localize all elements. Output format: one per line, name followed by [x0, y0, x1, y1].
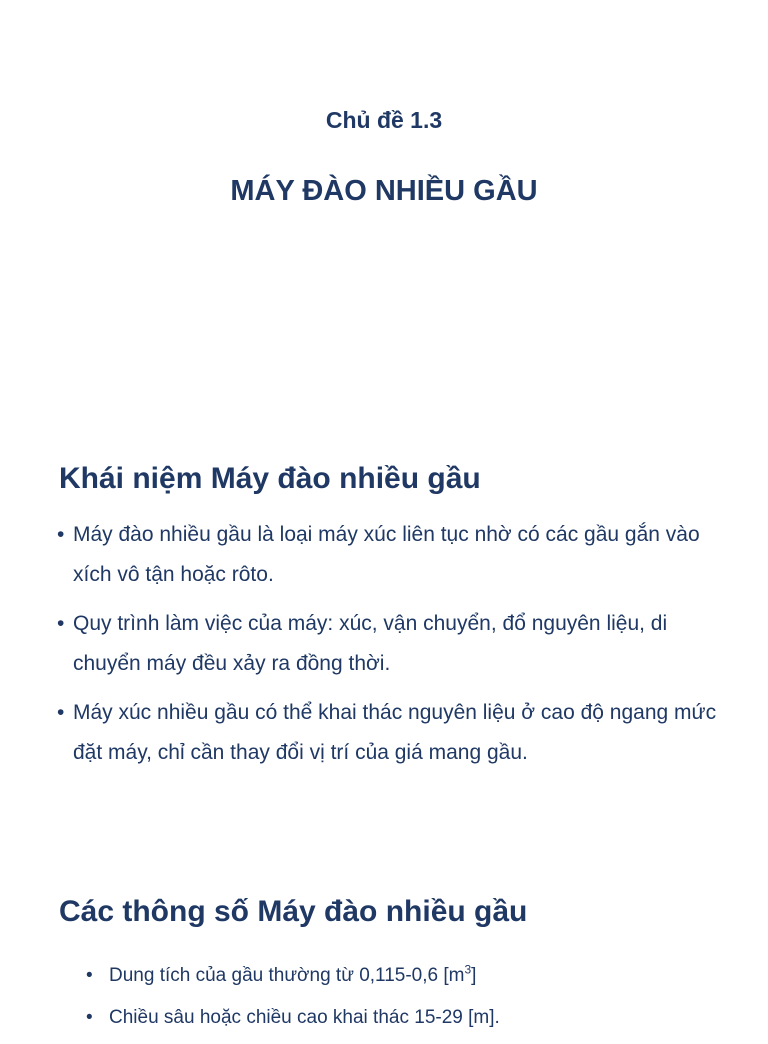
bullet-icon: • — [86, 1007, 93, 1028]
concept-bullet-list — [57, 515, 737, 782]
topic-label: Chủ đề 1.3 — [325, 107, 443, 133]
spec-text: Dung tích của gầu thường từ 0,115-0,6 [m — [109, 965, 465, 986]
bullet-icon: • — [57, 612, 65, 635]
list-item — [57, 515, 737, 595]
concept-bullet-text: Máy xúc nhiều gầu có thể khai thác nguyên liệu ở cao độ ngang mức đặt máy, chỉ cần thay đổi vị trí của giá mang gầu. — [73, 701, 717, 764]
spec-text: Chiều sâu hoặc chiều cao khai thác 15-29 [m]. — [109, 1007, 500, 1028]
list-item — [86, 960, 746, 992]
list-item — [57, 604, 737, 684]
list-item — [57, 693, 737, 773]
bullet-icon: • — [86, 965, 93, 986]
concept-bullet-text: Máy đào nhiều gầu là loại máy xúc liên tục nhờ có các gầu gắn vào xích vô tận hoặc rôto. — [73, 523, 700, 586]
specs-bullet-list — [86, 960, 746, 1044]
bullet-icon: • — [57, 701, 65, 724]
concept-heading: Khái niệm Máy đào nhiều gầu — [59, 462, 481, 495]
spec-superscript: 3 — [464, 962, 472, 977]
spec-suffix: ] — [471, 965, 477, 986]
page-title: MÁY ĐÀO NHIỀU GẦU — [230, 175, 538, 207]
concept-bullet-text: Quy trình làm việc của máy: xúc, vận chuyển, đổ nguyên liệu, di chuyển máy đều xảy ra đồng thời. — [73, 612, 668, 675]
bullet-icon: • — [57, 523, 65, 546]
list-item — [86, 1002, 746, 1034]
specs-heading: Các thông số Máy đào nhiều gầu — [59, 895, 528, 928]
